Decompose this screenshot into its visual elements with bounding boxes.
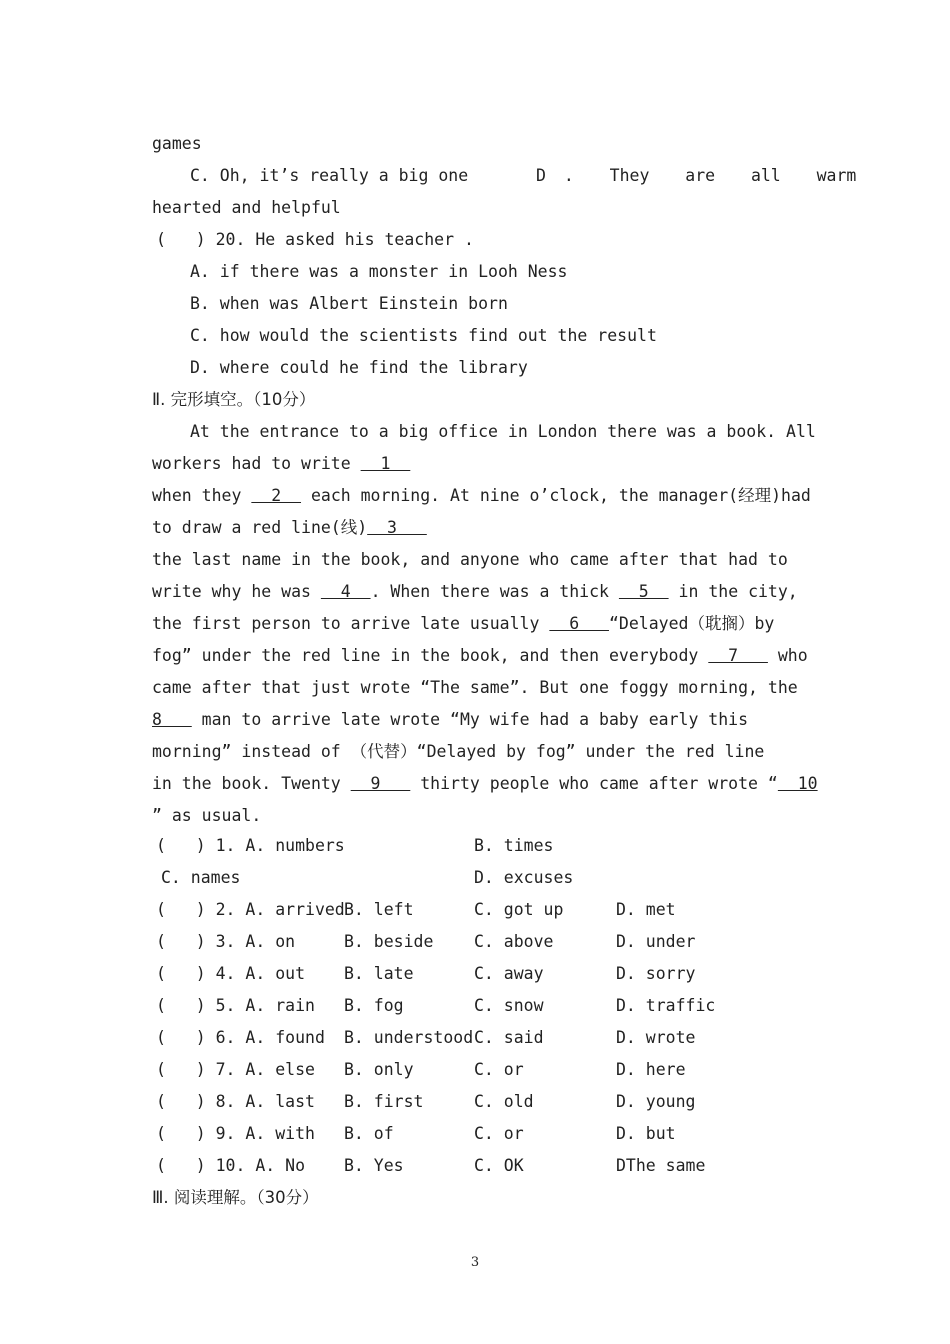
passage-text: in the city, — [668, 582, 798, 601]
choice-number-option-a: C. names — [161, 868, 241, 887]
choice-number-option-a: ( ) 4. A. out — [156, 964, 306, 983]
passage-line — [152, 806, 261, 826]
q20-option-a: A. if there was a monster in Looh Ness — [190, 262, 568, 281]
passage-text: fog” under the red line in the book, and then everybody — [152, 646, 709, 665]
passage-text: workers had to write — [152, 454, 361, 473]
section2-title: Ⅱ. 完形填空。（10分） — [152, 390, 316, 409]
blank: 9 — [350, 774, 411, 793]
blank: 2 — [251, 486, 302, 505]
choice-number-option-a: ( ) 2. A. arrived — [156, 900, 345, 919]
choice-option-c: C. said — [474, 1028, 544, 1047]
blank: 5 — [618, 582, 669, 601]
passage-line — [152, 550, 788, 570]
choice-option-c: C. or — [474, 1060, 524, 1079]
q20-stem: ( ) 20. He asked his teacher . — [156, 230, 474, 249]
choice-number-option-a: ( ) 5. A. rain — [156, 996, 315, 1015]
blank: 3 — [367, 518, 427, 537]
choice-number-option-a: ( ) 7. A. else — [156, 1060, 315, 1079]
passage-text: came after that just wrote “The same”. But one foggy morning, the — [152, 678, 798, 697]
choice-option-c: C. away — [474, 964, 544, 983]
passage-text: the first person to arrive late usually — [152, 614, 550, 633]
passage-text: to draw a red line(线) — [152, 518, 368, 537]
choice-option-c: B. times — [474, 836, 554, 855]
passage-line — [152, 582, 798, 602]
q20-option-d: D. where could he find the library — [190, 358, 528, 377]
blank: 6 — [549, 614, 609, 633]
passage-text: At the entrance to a big office in London there was a book. All — [190, 422, 816, 441]
choice-option-c: C. snow — [474, 996, 544, 1015]
choice-option-d: D. young — [616, 1092, 696, 1111]
passage-text: the last name in the book, and anyone who came after that had to — [152, 550, 788, 569]
choice-option-b: B. beside — [344, 932, 434, 951]
choice-option-b: B. only — [344, 1060, 414, 1079]
blank: 10 — [777, 774, 818, 793]
choice-option-c: C. old — [474, 1092, 534, 1111]
page-number: 3 — [470, 1255, 480, 1270]
choice-option-b: B. fog — [344, 996, 404, 1015]
q19-option-d: D . They are all warm — [536, 166, 857, 185]
passage-line — [152, 774, 818, 794]
choice-option-b: B. understood — [344, 1028, 474, 1047]
passage-text: “Delayed（耽搁）by — [608, 614, 775, 633]
choice-option-b: B. late — [344, 964, 414, 983]
choice-option-b: B. first — [344, 1092, 424, 1111]
passage-text: man to arrive late wrote “My wife had a baby early this — [191, 710, 749, 729]
passage-line — [152, 646, 808, 666]
choice-number-option-a: ( ) 6. A. found — [156, 1028, 325, 1047]
blank: 8 — [152, 710, 192, 729]
choice-number-option-a: ( ) 1. A. numbers — [156, 836, 345, 855]
choice-option-d: D. here — [616, 1060, 686, 1079]
choice-number-option-a: ( ) 10. A. No — [156, 1156, 306, 1175]
q19-option-c: C. Oh, it’s really a big one — [190, 166, 469, 185]
choice-number-option-a: ( ) 3. A. on — [156, 932, 296, 951]
passage-line — [152, 454, 410, 474]
choice-number-option-a: ( ) 8. A. last — [156, 1092, 315, 1111]
choice-option-d: D. met — [616, 900, 676, 919]
q19-continuation: games — [152, 134, 202, 153]
choice-option-c: D. excuses — [474, 868, 574, 887]
choice-option-c: C. got up — [474, 900, 564, 919]
passage-text: who — [767, 646, 808, 665]
passage-text: morning” instead of （代替）“Delayed by fog” under the red line — [152, 742, 765, 761]
passage-line — [152, 614, 774, 634]
passage-line — [152, 742, 764, 762]
choice-option-c: C. OK — [474, 1156, 524, 1175]
q20-option-b: B. when was Albert Einstein born — [190, 294, 508, 313]
q19-option-d-continuation: hearted and helpful — [152, 198, 341, 217]
passage-line — [190, 422, 816, 442]
choice-option-d: D. traffic — [616, 996, 716, 1015]
choice-option-d: DThe same — [616, 1156, 706, 1175]
choice-option-d: D. sorry — [616, 964, 696, 983]
passage-line — [152, 710, 748, 730]
choice-option-c: C. or — [474, 1124, 524, 1143]
blank: 7 — [708, 646, 768, 665]
section3-title: Ⅲ. 阅读理解。（30分） — [152, 1188, 319, 1207]
passage-line — [152, 486, 811, 506]
choice-number-option-a: ( ) 9. A. with — [156, 1124, 315, 1143]
passage-text: . When there was a thick — [370, 582, 619, 601]
choice-option-d: D. under — [616, 932, 696, 951]
passage-text: when they — [152, 486, 252, 505]
choice-option-d: D. wrote — [616, 1028, 696, 1047]
blank: 1 — [360, 454, 411, 473]
passage-text: ” as usual. — [152, 806, 262, 825]
choice-option-b: B. Yes — [344, 1156, 404, 1175]
choice-option-d: D. but — [616, 1124, 676, 1143]
passage-text: write why he was — [152, 582, 321, 601]
blank: 4 — [320, 582, 371, 601]
passage-line — [152, 518, 427, 538]
choice-option-b: B. of — [344, 1124, 394, 1143]
passage-line — [152, 678, 798, 698]
passage-text: thirty people who came after wrote “ — [410, 774, 778, 793]
q20-option-c: C. how would the scientists find out the result — [190, 326, 657, 345]
choice-option-c: C. above — [474, 932, 554, 951]
choice-option-b: B. left — [344, 900, 414, 919]
passage-text: in the book. Twenty — [152, 774, 351, 793]
passage-text: each morning. At nine o’clock, the manager(经理)had — [301, 486, 811, 505]
